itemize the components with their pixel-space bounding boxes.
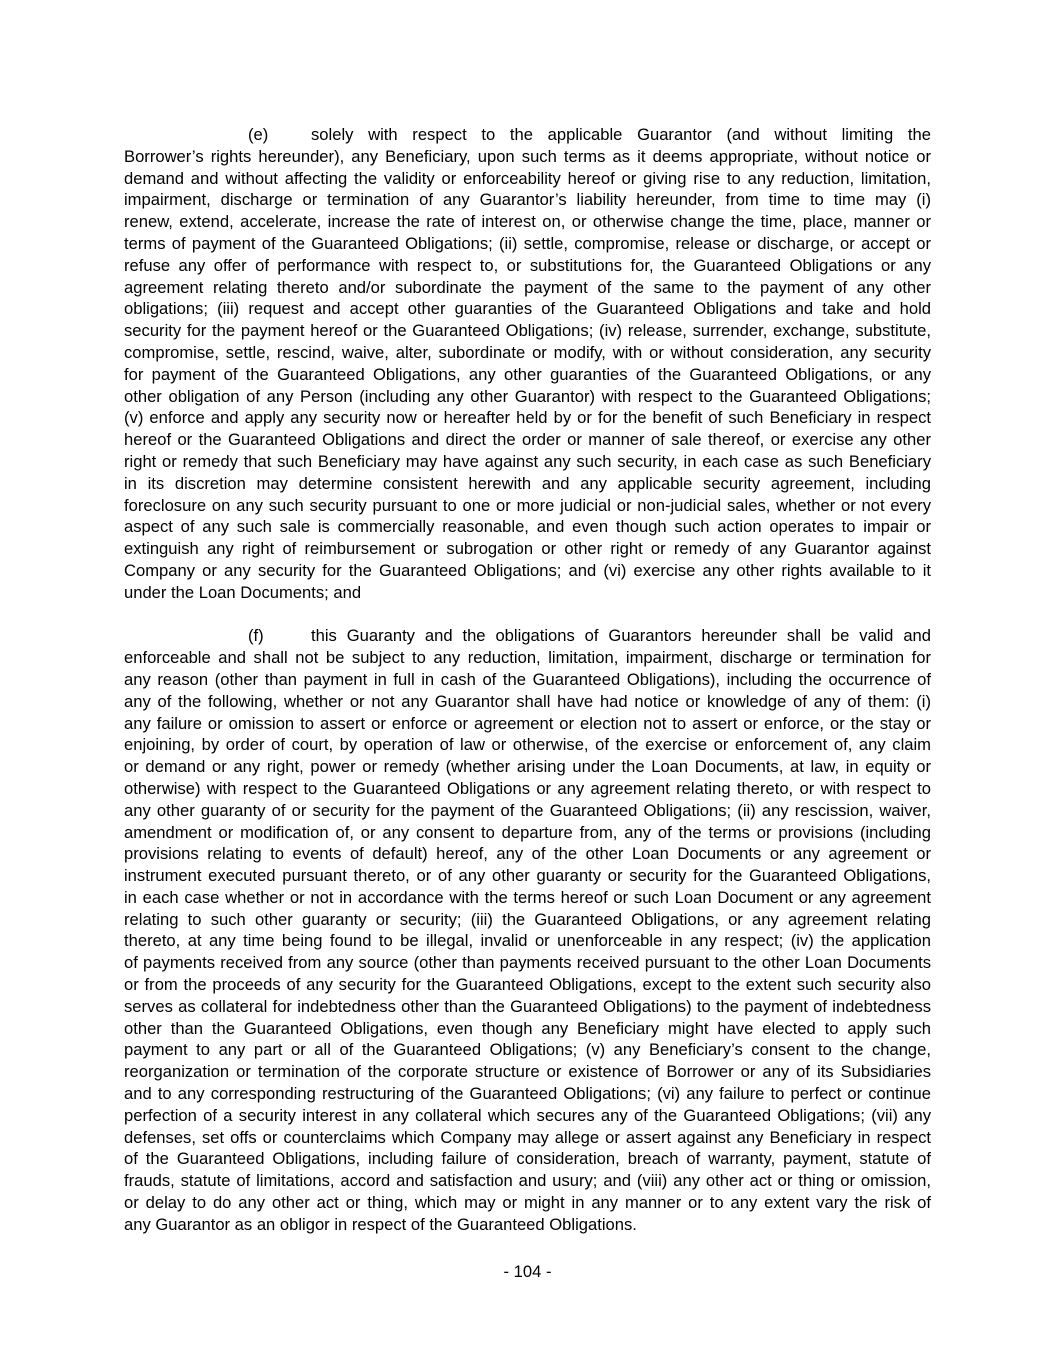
clause-e (124, 124, 931, 604)
document-body (124, 124, 931, 1236)
text-line: or from the proceeds of any security for the Guaranteed Obligations, except to the extent such security also (124, 975, 931, 995)
text-line: aspect of any such sale is commercially reasonable, and even though such action operates to impair or (124, 517, 931, 537)
text-line: otherwise) with respect to the Guaranteed Obligations or any agreement relating thereto, or with respect to (124, 778, 931, 798)
text-line: Company or any security for the Guaranteed Obligations; and (vi) exercise any other rights available to it (124, 560, 931, 580)
text-line: obligations; (iii) request and accept other guaranties of the Guaranteed Obligations and take and hold (124, 299, 931, 319)
text-line: other obligation of any Person (including any other Guarantor) with respect to the Guaranteed Obligations; (124, 386, 931, 406)
text-line: in each case whether or not in accordance with the terms hereof or such Loan Document or any agreement (124, 887, 931, 907)
text-line: in its discretion may determine consistent herewith and any applicable security agreement, including (124, 473, 931, 493)
text-line: impairment, discharge or termination of any Guarantor’s liability hereunder, from time to time may (i) (124, 190, 931, 210)
text-line: terms of payment of the Guaranteed Obligations; (ii) settle, compromise, release or discharge, or accept or (124, 233, 931, 253)
clause-label: (f) (248, 626, 264, 646)
text-line: reorganization or termination of the corporate structure or existence of Borrower or any of its Subsidiaries (124, 1062, 931, 1082)
text-line: or demand or any right, power or remedy (whether arising under the Loan Documents, at law, in equity or (124, 757, 931, 777)
text-line: renew, extend, accelerate, increase the rate of interest on, or otherwise change the time, place, manner or (124, 212, 931, 232)
text-line: under the Loan Documents; and (124, 582, 362, 602)
text-line: refuse any offer of performance with respect to, or substitutions for, the Guaranteed Obligations or any (124, 255, 931, 275)
text-line: frauds, statute of limitations, accord and satisfaction and usury; and (viii) any other act or thing or omission, (124, 1171, 931, 1191)
text-line: hereof or the Guaranteed Obligations and direct the order or manner of sale thereof, or exercise any other (124, 430, 931, 450)
text-line: provisions relating to events of default) hereof, any of the other Loan Documents or any agreement or (124, 844, 931, 864)
text-line: any Guarantor as an obligor in respect of the Guaranteed Obligations. (124, 1214, 637, 1234)
text-line: defenses, set offs or counterclaims which Company may allege or assert against any Beneficiary in respect (124, 1127, 931, 1147)
text-line: for payment of the Guaranteed Obligations, any other guaranties of the Guaranteed Obligations, or any (124, 364, 931, 384)
text-line: foreclosure on any such security pursuant to one or more judicial or non-judicial sales, whether or not every (124, 495, 931, 515)
text-line: any of the following, whether or not any Guarantor shall have had notice or knowledge of any of them: (i) (124, 691, 931, 711)
text-line: solely with respect to the applicable Guarantor (and without limiting the (311, 125, 931, 144)
text-line: any other guaranty of or security for the payment of the Guaranteed Obligations; (ii) any rescission, waiver, (124, 800, 931, 820)
text-line: thereto, at any time being found to be illegal, invalid or unenforceable in any respect; (iv) the application (124, 931, 931, 951)
text-line: Borrower’s rights hereunder), any Beneficiary, upon such terms as it deems appropriate, without notice or (124, 146, 931, 166)
text-line: relating to such other guaranty or security; (iii) the Guaranteed Obligations, or any agreement relating (124, 909, 931, 929)
text-line: right or remedy that such Beneficiary may have against any such security, in each case as such Beneficiary (124, 451, 931, 471)
clause-label: (e) (248, 125, 269, 144)
text-line: instrument executed pursuant thereto, or of any other guaranty or security for the Guaranteed Obligations, (124, 866, 931, 886)
text-line: compromise, settle, rescind, waive, alter, subordinate or modify, with or without consideration, any security (124, 342, 931, 362)
clause-f (124, 625, 931, 1235)
text-line: agreement relating thereto and/or subordinate the payment of the same to the payment of any other (124, 277, 931, 297)
text-line: any reason (other than payment in full in cash of the Guaranteed Obligations), including the occurrence of (124, 669, 931, 689)
text-line: enforceable and shall not be subject to any reduction, limitation, impairment, discharge or termination for (124, 648, 931, 668)
text-line: serves as collateral for indebtedness other than the Guaranteed Obligations) to the payment of indebtedness (124, 996, 931, 1016)
text-line: extinguish any right of reimbursement or subrogation or other right or remedy of any Guarantor against (124, 539, 931, 559)
clause-first-line (124, 625, 931, 647)
clause-first-line (124, 124, 931, 146)
text-line: (v) enforce and apply any security now or hereafter held by or for the benefit of such Beneficiary in respect (124, 408, 931, 428)
text-line: this Guaranty and the obligations of Guarantors hereunder shall be valid and (311, 626, 931, 646)
text-line: perfection of a security interest in any collateral which secures any of the Guaranteed Obligations; (vii) any (124, 1105, 931, 1125)
text-line: or delay to do any other act or thing, which may or might in any manner or to any extent vary the risk of (124, 1193, 931, 1213)
text-line: enjoining, by order of court, by operation of law or otherwise, of the exercise or enforcement of, any claim (124, 735, 931, 755)
text-line: payment to any part or all of the Guaranteed Obligations; (v) any Beneficiary’s consent to the change, (124, 1040, 931, 1060)
page-number: - 104 - (503, 1262, 552, 1281)
text-line: any failure or omission to assert or enforce or agreement or election not to assert or enforce, or the stay or (124, 713, 931, 733)
text-line: security for the payment hereof or the Guaranteed Obligations; (iv) release, surrender, exchange, substitute, (124, 321, 931, 341)
text-line: amendment or modification of, or any consent to departure from, any of the terms or provisions (including (124, 822, 931, 842)
text-line: other than the Guaranteed Obligations, even though any Beneficiary might have elected to apply such (124, 1018, 931, 1038)
text-line: of the Guaranteed Obligations, including failure of consideration, breach of warranty, payment, statute of (124, 1149, 931, 1169)
text-line: and to any corresponding restructuring of the Guaranteed Obligations; (vi) any failure to perfect or continue (124, 1084, 931, 1104)
text-line: of payments received from any source (other than payments received pursuant to the other Loan Documents (124, 953, 931, 973)
text-line: demand and without affecting the validity or enforceability hereof or giving rise to any reduction, limitation, (124, 168, 931, 188)
